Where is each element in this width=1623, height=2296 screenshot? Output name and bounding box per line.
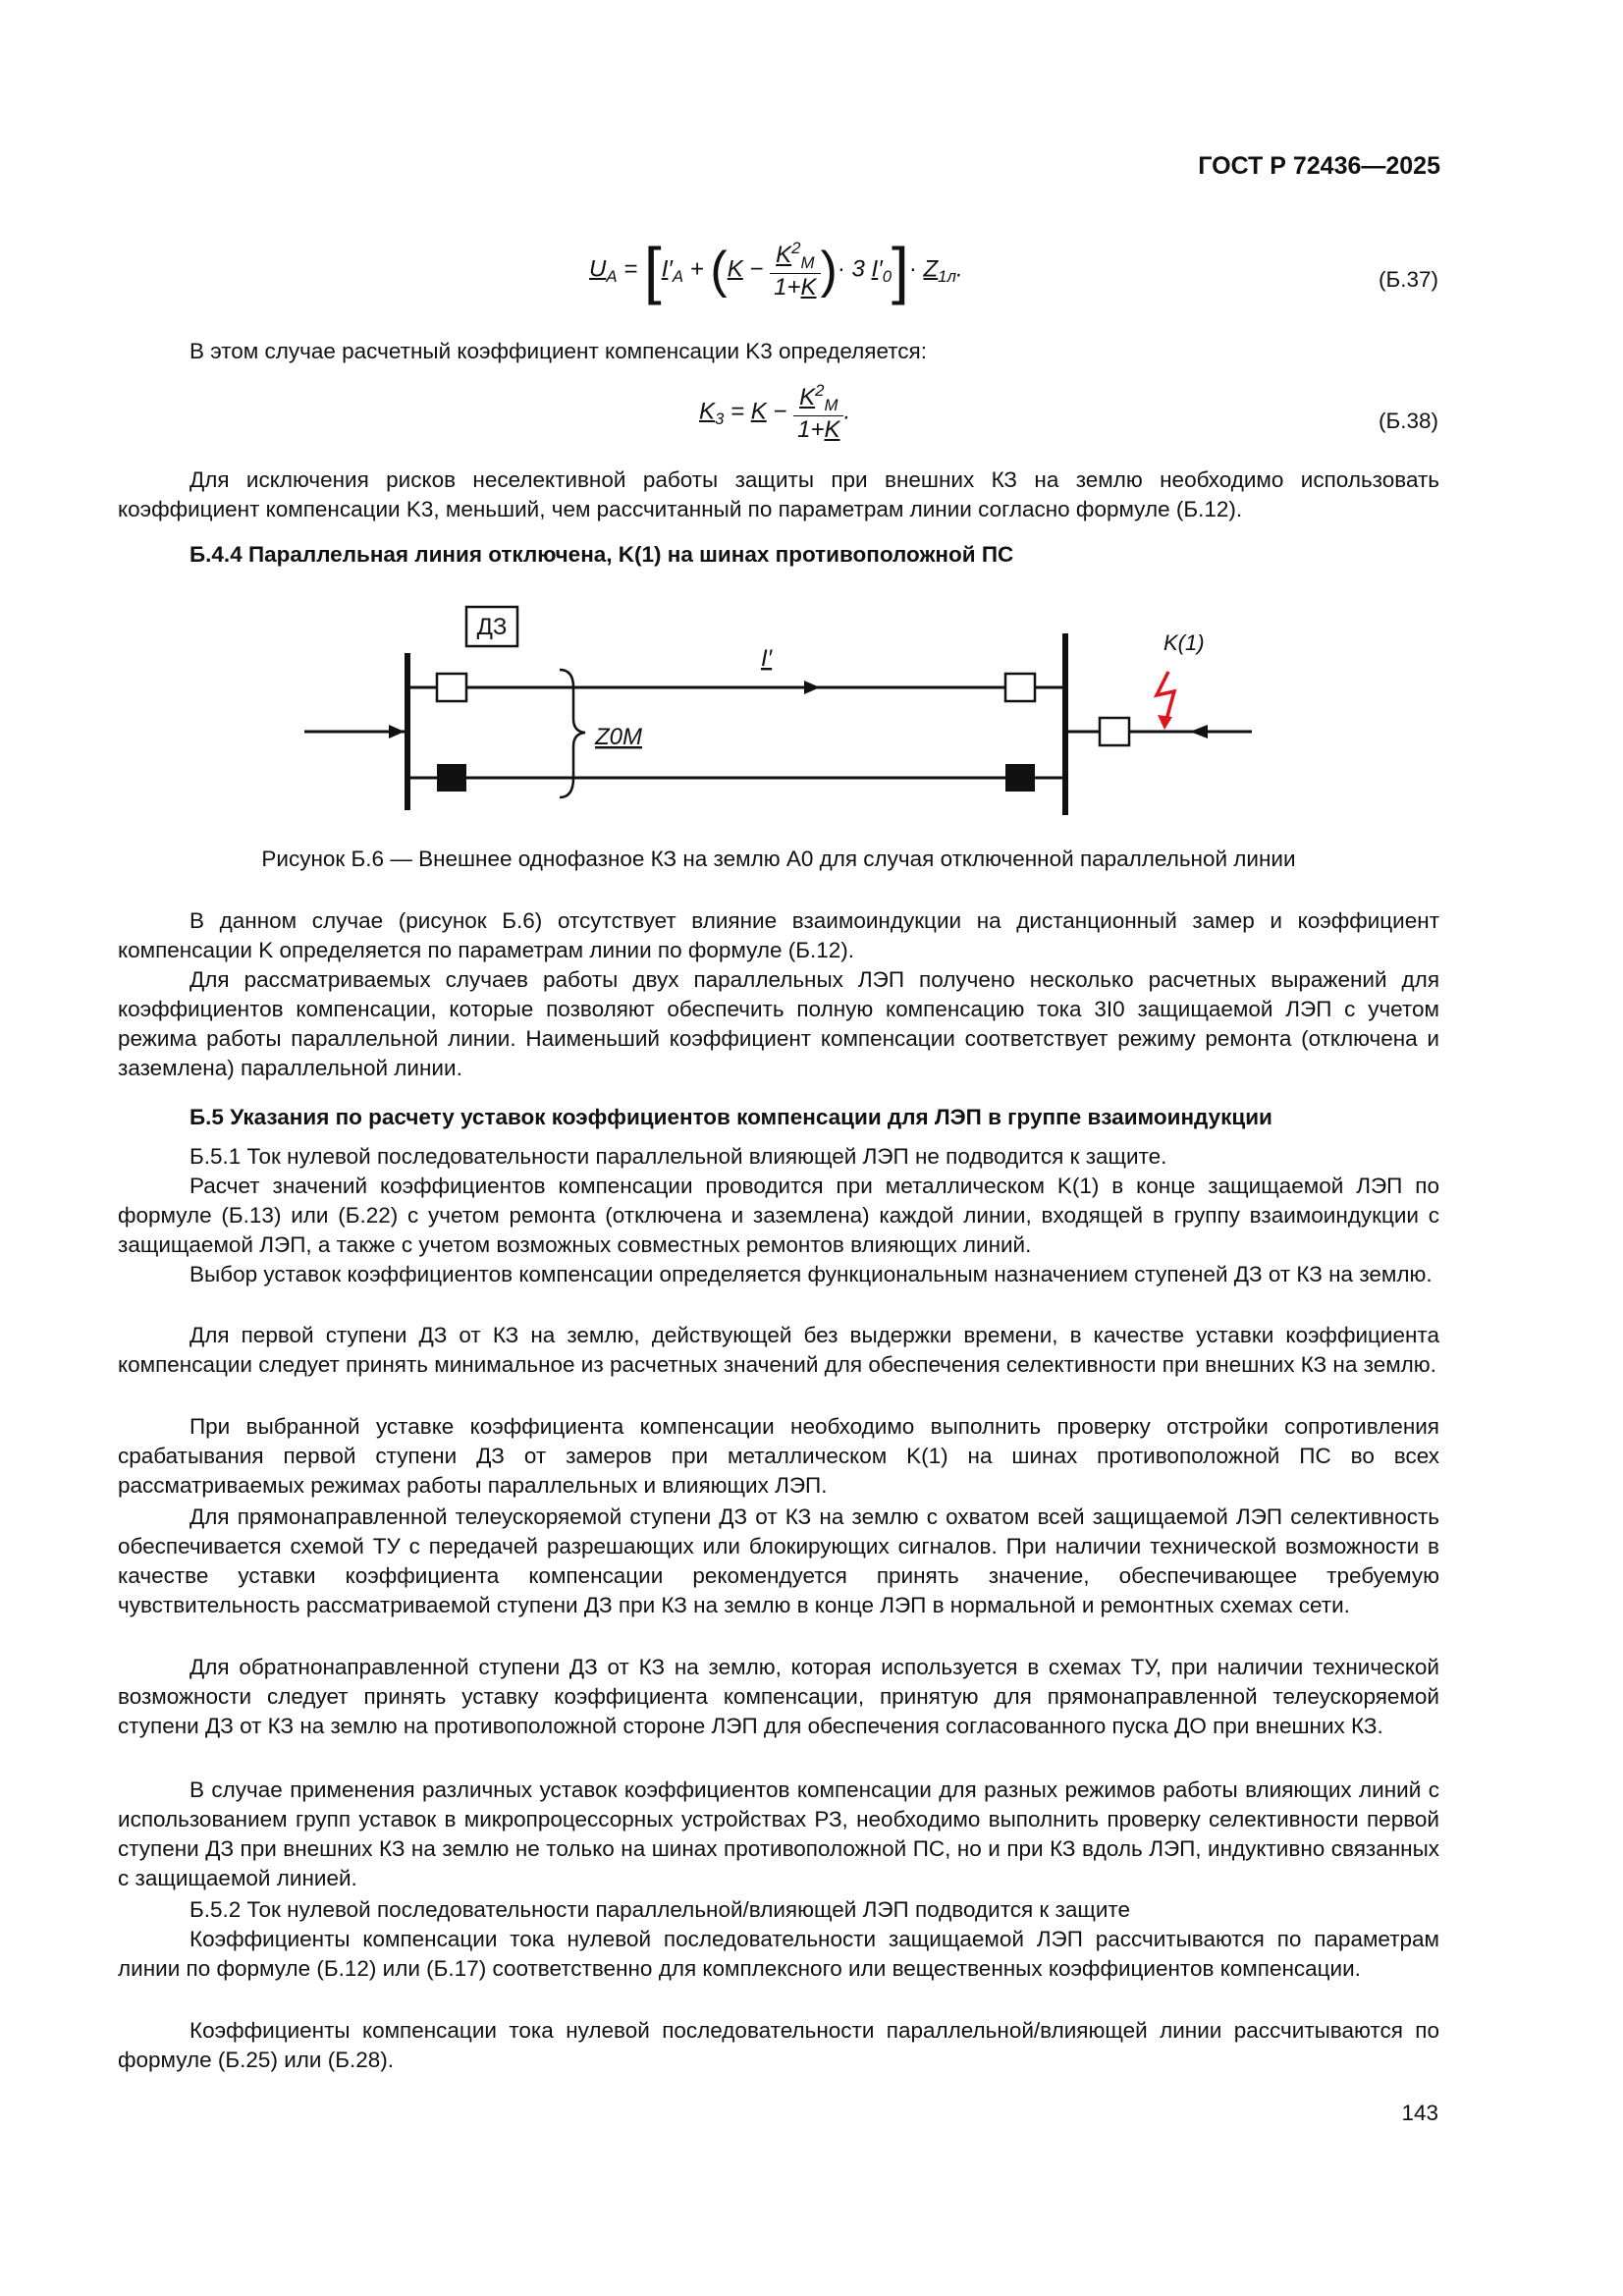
paragraph-4: Расчет значений коэффициентов компенсации проводится при металлическом K(1) в конце защищаемой ЛЭП по формуле (Б.13) или (Б.22) с учетом ремонта (отключена и заземлена) каждой линии, входящей в группу взаимоиндукции с защищаемой ЛЭП, а также с учетом возможных совместных ремонтов влияющих линий. [118,1174,1439,1257]
section-heading-b44: Б.4.4 Параллельная линия отключена, K(1) на шинах противоположной ПС [189,542,1014,567]
protected-line [410,681,1062,694]
paragraph-6: Для первой ступени ДЗ от КЗ на землю, действующей без выдержки времени, в качестве уставки коэффициента компенсации следует принять минимальное из расчетных значений для обеспечения селективности при внешних КЗ на землю. [118,1323,1439,1377]
figure-caption: Рисунок Б.6 — Внешнее однофазное КЗ на землю А0 для случая отключенной параллельной линии [261,847,1296,871]
breaker-left-open [437,764,466,792]
breaker-left-closed [437,674,466,701]
section-heading-b5: Б.5 Указания по расчету уставок коэффициентов компенсации для ЛЭП в группе взаимоиндукции [189,1105,1272,1129]
paragraph-12: Коэффициенты компенсации тока нулевой последовательности защищаемой ЛЭП рассчитываются по параметрам линии по формуле (Б.12) или (Б.17) соответственно для комплексного или вещественных коэффициентов компенсации. [118,1927,1439,1981]
paragraph-11: Б.5.2 Ток нулевой последовательности параллельной/влияющей ЛЭП подводится к защите [189,1897,1130,1922]
paragraph-8: Для прямонаправленной телеускоряемой ступени ДЗ от КЗ на землю с охватом всей защищаемой ЛЭП селективность обеспечивается схемой ТУ с передачей разрешающих или блокирующих сигналов. При наличии технической возможности в качестве уставки коэффициента компенсации рекомендуется принять значение, обеспечивающее требуемую чувствительность рассматриваемой ступени ДЗ при КЗ на землю в конце ЛЭП в нормальной и ремонтных схемах сети. [118,1504,1439,1617]
paragraph-7: При выбранной уставке коэффициента компенсации необходимо выполнить проверку отстройки сопротивления срабатывания первой ступени ДЗ от замеров при металлическом K(1) на шинах противоположной ПС во всех рассматриваемых режимах работы параллельных и влияющих ЛЭП. [118,1414,1439,1498]
circuit-diagram [295,589,1276,835]
page-number: 143 [1401,2101,1438,2125]
paragraph-13: Коэффициенты компенсации тока нулевой последовательности параллельной/влияющей линии рассчитываются по формуле (Б.25) или (Б.28). [118,2018,1439,2072]
impedance-label: Z0M [595,724,642,750]
paragraph-1: В данном случае (рисунок Б.6) отсутствует влияние взаимоиндукции на дистанционный замер и коэффициент компенсации K определяется по параметрам линии по формуле (Б.12). [118,908,1439,962]
fault-label: K(1) [1163,630,1205,655]
equation-number-b37: (Б.37) [1378,267,1438,292]
outgoing-line [1068,725,1252,738]
paragraph-2: Для рассматриваемых случаев работы двух параллельных ЛЭП получено несколько расчетных выражений для коэффициентов компенсации, которые позволяют обеспечить полную компенсацию тока 3I0 защищаемой ЛЭП с учетом режима работы параллельной линии. Наименьший коэффициент компенсации соответствует режиму ремонта (отключена и заземлена) параллельной линии. [118,967,1439,1080]
incoming-arrow [304,725,405,738]
paragraph-10: В случае применения различных уставок коэффициентов компенсации для разных режимов работы влияющих линий с использованием групп уставок в микропроцессорных устройствах РЗ, необходимо выполнить проверку селективности первой ступени ДЗ при внешних КЗ на землю не только на шинах противоположной ПС, но и при КЗ вдоль ЛЭП, индуктивно связанных с защищаемой линией. [118,1777,1439,1890]
paragraph-5: Выбор уставок коэффициентов компенсации определяется функциональным назначением ступеней ДЗ от КЗ на землю. [189,1262,1433,1286]
paragraph-intro-b38: В этом случае расчетный коэффициент компенсации K3 определяется: [189,339,927,363]
fault-lightning-icon [1157,672,1174,730]
paragraph-risk: Для исключения рисков неселективной работы защиты при внешних КЗ на землю необходимо использовать коэффициент компенсации K3, меньший, чем рассчитанный по параметрам линии согласно формуле (Б.12). [118,467,1439,521]
equation-number-b38: (Б.38) [1378,409,1438,433]
paragraph-3: Б.5.1 Ток нулевой последовательности параллельной влияющей ЛЭП не подводится к защите. [189,1144,1167,1169]
breaker-right-open [1005,764,1035,792]
breaker-right-closed [1005,674,1035,701]
document-header: ГОСТ Р 72436—2025 [1198,152,1440,180]
relay-label: ДЗ [476,614,508,640]
paragraph-9: Для обратнонаправленной ступени ДЗ от КЗ на землю, которая используется в схемах ТУ, при наличии технической возможности следует принять уставку коэффициента компенсации, принятую для прямонаправленной телеускоряемой ступени ДЗ от КЗ на землю на противоположной стороне ЛЭП для обеспечения согласованного пуска ДО при внешних КЗ. [118,1655,1439,1738]
current-label: I′ [761,645,773,672]
formula-b38: $K_3 = K$ − $\frac{K^2_M}{1+K}$ . [699,381,851,443]
formula-b37: $U_A = [I'_A + (K$ − $\frac{K^2_M}{1+K}$ )· 3 $I'_0]\cdot Z_{1л}$. [589,235,963,305]
breaker-outgoing [1100,718,1129,745]
